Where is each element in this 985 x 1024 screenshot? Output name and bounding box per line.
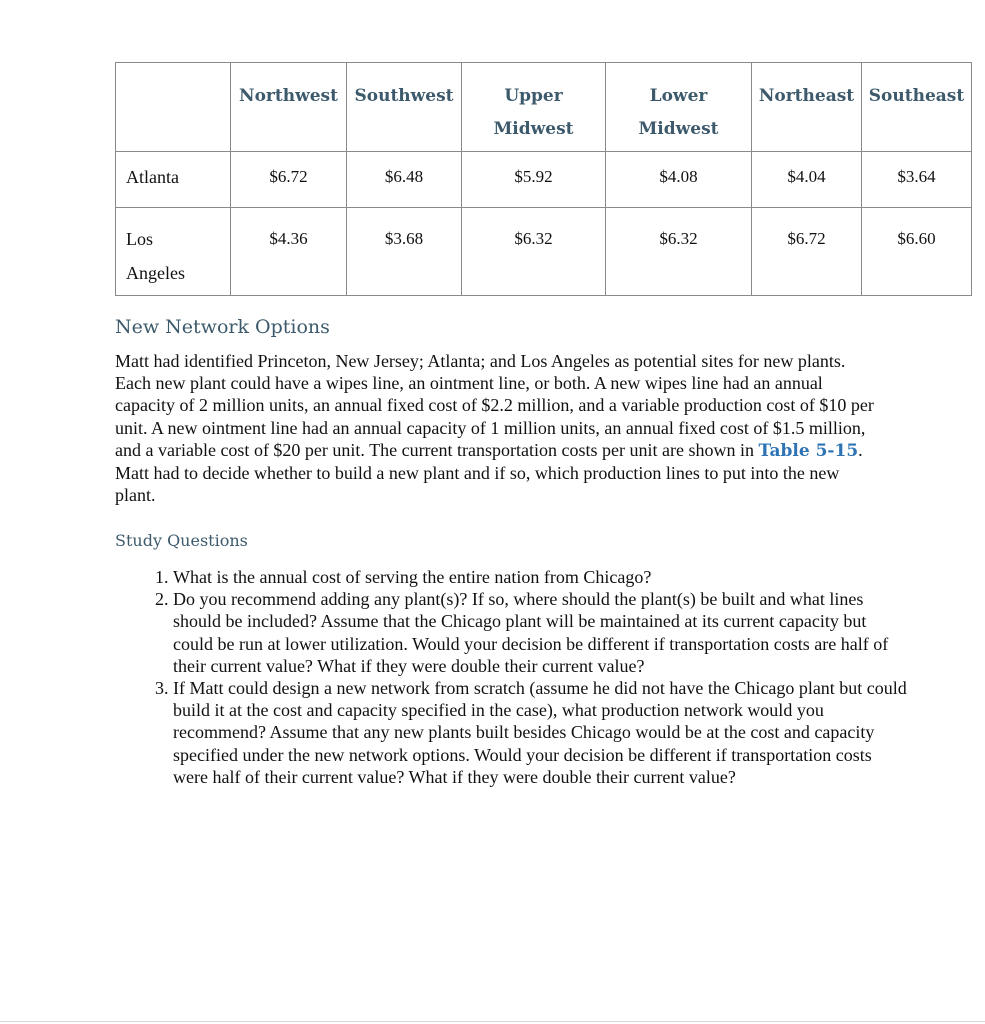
table-cell: $4.04 — [752, 152, 862, 208]
table-row — [116, 152, 972, 208]
header-southwest: Southwest — [347, 63, 462, 152]
paragraph-text-end: . Matt had to decide whether to build a new plant and if so, which production lines to put into the new plant. — [115, 439, 863, 506]
header-southeast: Southeast — [862, 63, 972, 152]
table-cell: $3.64 — [862, 152, 972, 208]
section-heading-new-network-options: New Network Options — [115, 316, 330, 338]
table-cell: $6.48 — [347, 152, 462, 208]
table-cell: $4.08 — [606, 152, 752, 208]
table-row — [116, 208, 972, 296]
row-label-los-angeles: Los Angeles — [116, 208, 231, 296]
table-cell: $6.72 — [752, 208, 862, 296]
header-upper-midwest: Upper Midwest — [462, 63, 606, 152]
paragraph-text-start: Matt had identified Princeton, New Jersey; Atlanta; and Los Angeles as potential sites for new plants. Each new plant could have a wipes line, an ointment line, or both. A new wipes line had an annual capacity of 2 million units, an annual fixed cost of $2.2 million, and a variable production cost of $10 per unit. A new ointment line had an annual capacity of 1 million units, an annual fixed cost of $1.5 million, and a variable cost of $20 per unit. The current transportation costs per unit are shown in — [115, 351, 874, 460]
study-questions-list — [140, 566, 908, 788]
table-cell: $3.68 — [347, 208, 462, 296]
list-item: 1. What is the annual cost of serving the entire nation from Chicago? — [173, 566, 908, 588]
list-item: 3. If Matt could design a new network from scratch (assume he did not have the Chicago plant but could build it at the cost and capacity specified in the case), what production network would you recommend? Assume that any new plants built besides Chicago would be at the cost and capacity specified under the new network options. Would your decision be different if transportation costs were half of their current value? What if they were double their current value? — [173, 677, 908, 788]
list-item: 2. Do you recommend adding any plant(s)? If so, where should the plant(s) be built and what lines should be included? Assume that the Chicago plant will be maintained at its current capacity but could be run at lower utilization. Would your decision be different if transportation costs are half of their current value? What if they were double their current value? — [173, 588, 908, 677]
table-cell: $6.32 — [462, 208, 606, 296]
table-cell: $4.36 — [231, 208, 347, 296]
body-paragraph — [115, 350, 875, 506]
table-reference-link[interactable]: Table 5-15 — [758, 440, 859, 461]
transportation-cost-table — [115, 62, 972, 296]
row-label-atlanta: Atlanta — [116, 152, 231, 208]
table-cell: $6.60 — [862, 208, 972, 296]
table-header-row — [116, 63, 972, 152]
section-heading-study-questions: Study Questions — [115, 531, 248, 550]
header-northeast: Northeast — [752, 63, 862, 152]
table-cell: $6.72 — [231, 152, 347, 208]
header-empty-cell — [116, 63, 231, 152]
table-cell: $5.92 — [462, 152, 606, 208]
table-cell: $6.32 — [606, 208, 752, 296]
header-lower-midwest: Lower Midwest — [606, 63, 752, 152]
header-northwest: Northwest — [231, 63, 347, 152]
